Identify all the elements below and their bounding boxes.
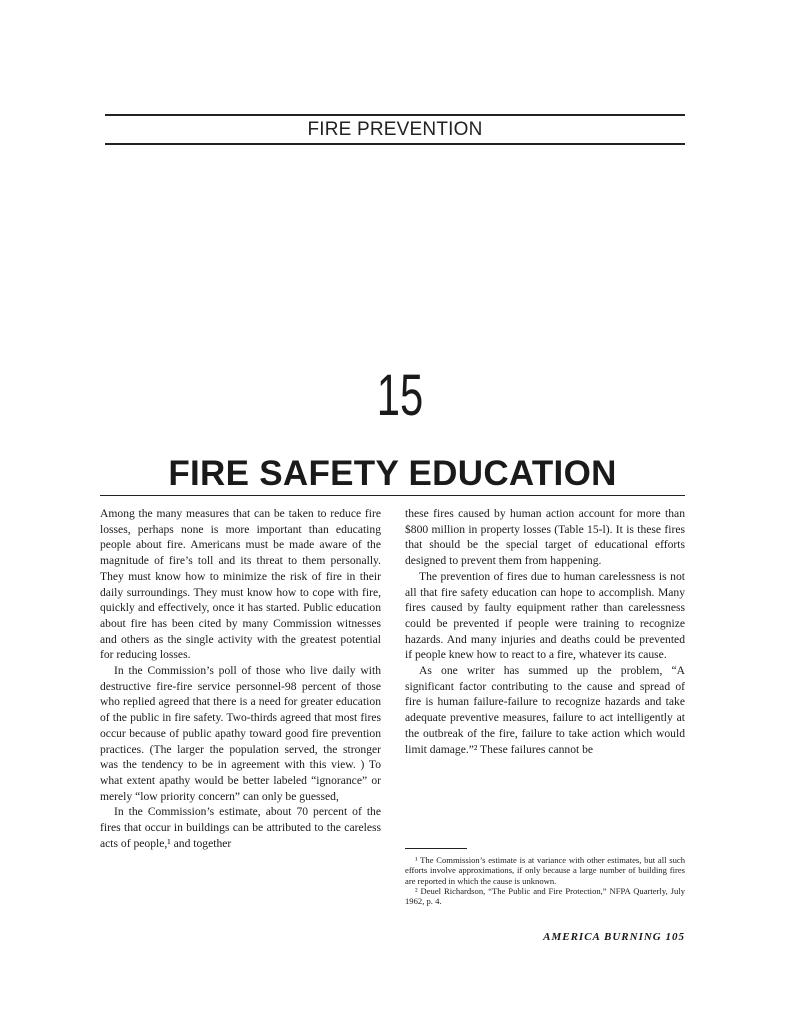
chapter-number: 15	[376, 363, 424, 428]
right-column	[405, 506, 685, 757]
footnotes	[405, 855, 685, 906]
title-rule	[100, 495, 685, 496]
body-paragraph: these fires caused by human action account for more than $800 million in property losses (Table 15-l). It is these fires that should be the special target of educational efforts designed to prevent them from happening.	[405, 507, 685, 568]
chapter-title: FIRE SAFETY EDUCATION	[168, 454, 617, 493]
body-paragraph: The prevention of fires due to human carelessness is not all that fire safety education can hope to accomplish. Many fires caused by faulty equipment rather than carelessness could be prevented if people were training to recognize hazards. And many injuries and deaths could be prevented if people knew how to react to a fire, whatever its cause.	[405, 569, 685, 662]
page-folio: AMERICA BURNING 105	[543, 931, 685, 943]
header-bottom-rule	[105, 143, 685, 145]
body-paragraph: In the Commission’s estimate, about 70 percent of the fires that occur in buildings can be attributed to the careless acts of people,¹ and together	[100, 805, 381, 850]
footnote-rule	[405, 848, 467, 849]
header-top-rule	[105, 114, 685, 116]
body-paragraph: In the Commission’s poll of those who live daily with destructive fire-fire service personnel-98 percent of those who replied agreed that there is a need for greater education of the public in fire safety. Two-thirds agreed that most fires occur because of public apathy toward good fire prevention practices. (The larger the population served, the stronger was the tendency to be in agreement with this view. ) To what extent apathy would be better labeled “ignorance” or merely “low priority concern” can only be guessed,	[100, 664, 381, 803]
footnote: ¹ The Commission’s estimate is at variance with other estimates, but all such efforts involve approximations, if only because a large number of building fires are reported in which the cause is unknown.	[405, 855, 685, 886]
left-column	[100, 506, 381, 851]
body-paragraph: As one writer has summed up the problem, “A significant factor contributing to the cause and spread of fire is human failure-failure to recognize hazards and take adequate preventive measures, failure to act intelligently at the outbreak of the fire, failure to take action which would limit damage.”² These failures cannot be	[405, 664, 685, 756]
footnote: ² Deuel Richardson, “The Public and Fire Protection,” NFPA Quarterly, July 1962, p. 4.	[405, 885, 685, 907]
running-head: FIRE PREVENTION	[307, 119, 483, 140]
body-paragraph: Among the many measures that can be taken to reduce fire losses, perhaps none is more important than educating people about fire. Americans must be made aware of the magnitude of fire’s toll and its threat to them personally. They must know how to minimize the risk of fire in their daily surroundings. They must know how to cope with fire, quickly and effectively, once it has started. Public education about fire has been cited by many Commission witnesses and others as the single activity with the greatest potential for reducing losses.	[100, 507, 381, 662]
